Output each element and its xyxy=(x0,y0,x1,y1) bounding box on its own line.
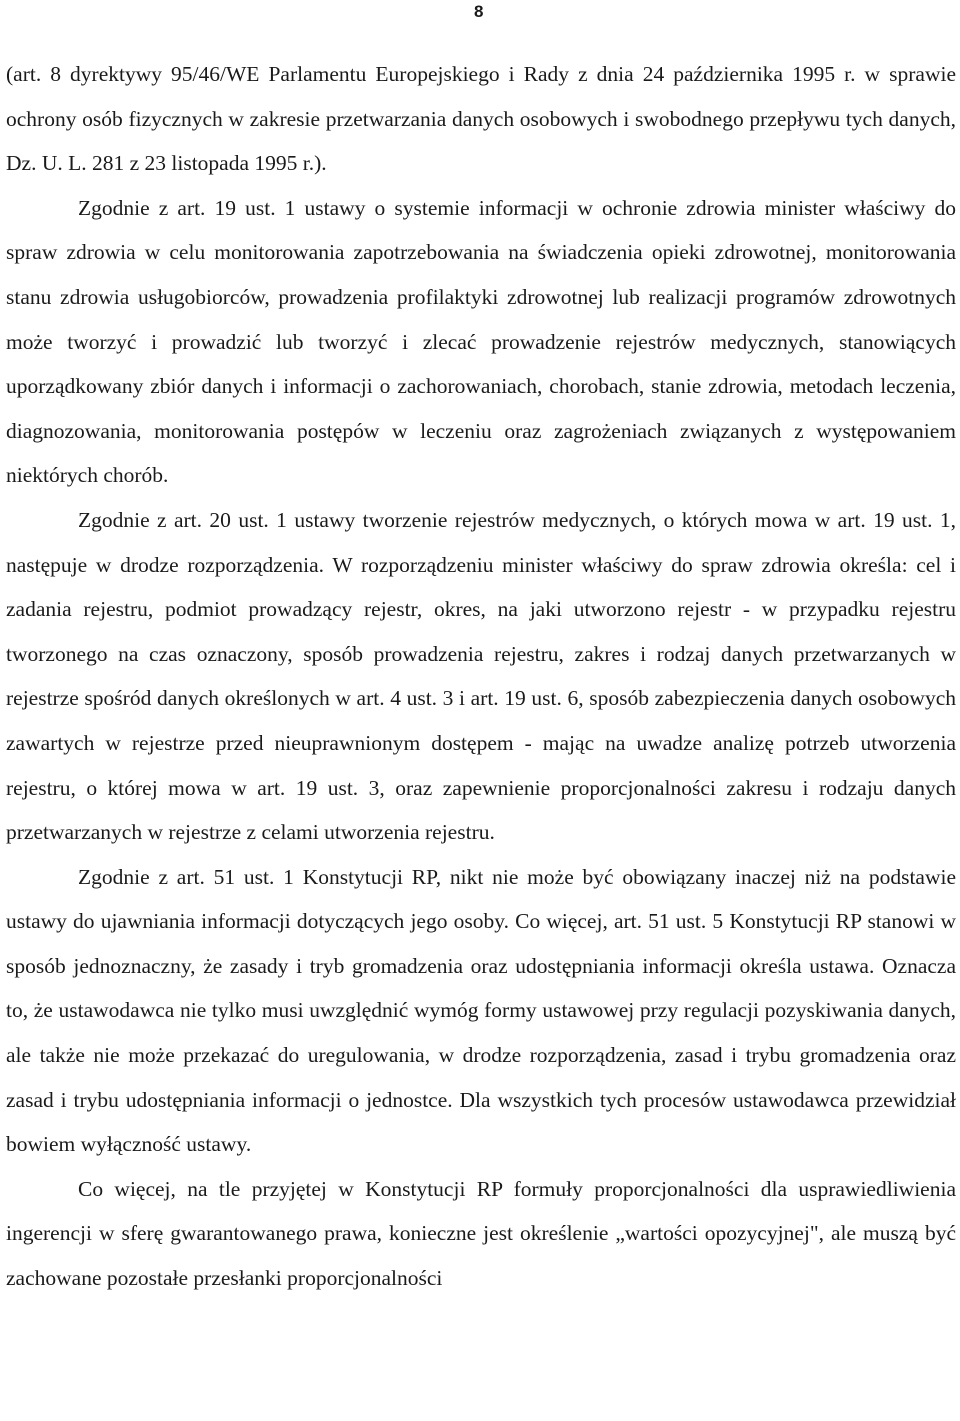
paragraph-art-51: Zgodnie z art. 51 ust. 1 Konstytucji RP, nikt nie może być obowiązany inaczej niż na podstawie ustawy do ujawniania informacji dotyczących jego osoby. Co więcej, art. 51 ust. 5 Konstytucji RP stanowi w sposób jednoznaczny, że zasady i tryb gromadzenia oraz udostępniania informacji określa ustawa. Oznacza to, że ustawodawca nie tylko musi uwzględnić wymóg formy ustawowej przy regulacji pozyskiwania danych, ale także nie może przekazać do uregulowania, w drodze rozporządzenia, zasad i trybu gromadzenia oraz zasad i trybu udostępniania informacji o jednostce. Dla wszystkich tych procesów ustawodawca przewidział bowiem wyłączność ustawy. xyxy=(6,864,956,1157)
paragraph-art-20: Zgodnie z art. 20 ust. 1 ustawy tworzenie rejestrów medycznych, o których mowa w art. 19 ust. 1, następuje w drodze rozporządzenia. W rozporządzeniu minister właściwy do spraw zdrowia określa: cel i zadania rejestru, podmiot prowadzący rejestr, okres, na jaki utworzono rejestr - w przypadku rejestru tworzonego na czas oznaczony, sposób prowadzenia rejestru, zakres i rodzaj danych przetwarzanych w rejestrze spośród danych określonych w art. 4 ust. 3 i art. 19 ust. 6, sposób zabezpieczenia danych osobowych zawartych w rejestrze przed nieuprawnionym dostępem - mając na uwadze analizę potrzeb utworzenia rejestru, o której mowa w art. 19 ust. 3, oraz zapewnienie proporcjonalności zakresu i rodzaju danych przetwarzanych w rejestrze z celami utworzenia rejestru. xyxy=(6,507,956,845)
paragraph-art-19: Zgodnie z art. 19 ust. 1 ustawy o systemie informacji w ochronie zdrowia minister właściwy do spraw zdrowia w celu monitorowania zapotrzebowania na świadczenia opieki zdrowotnej, monitorowania stanu zdrowia usługobiorców, prowadzenia profilaktyki zdrowotnej lub realizacji programów zdrowotnych może tworzyć i prowadzić lub tworzyć i zlecać prowadzenie rejestrów medycznych, stanowiących uporządkowany zbiór danych i informacji o zachorowaniach, chorobach, stanie zdrowia, metodach leczenia, diagnozowania, monitorowania postępów w leczeniu oraz zagrożeniach związanych z występowaniem niektórych chorób. xyxy=(6,195,956,488)
document-body xyxy=(6,52,956,1301)
page-number: 8 xyxy=(474,2,484,21)
paragraph-directive-citation: (art. 8 dyrektywy 95/46/WE Parlamentu Europejskiego i Rady z dnia 24 października 1995 r. w sprawie ochrony osób fizycznych w zakresie przetwarzania danych osobowych i swobodnego przepływu tych danych, Dz. U. L. 281 z 23 listopada 1995 r.). xyxy=(6,62,956,176)
paragraph-proportionality: Co więcej, na tle przyjętej w Konstytucji RP formuły proporcjonalności dla usprawiedliwienia ingerencji w sferę gwarantowanego prawa, konieczne jest określenie „wartości opozycyjnej", ale muszą być zachowane pozostałe przesłanki proporcjonalności xyxy=(6,1176,956,1291)
